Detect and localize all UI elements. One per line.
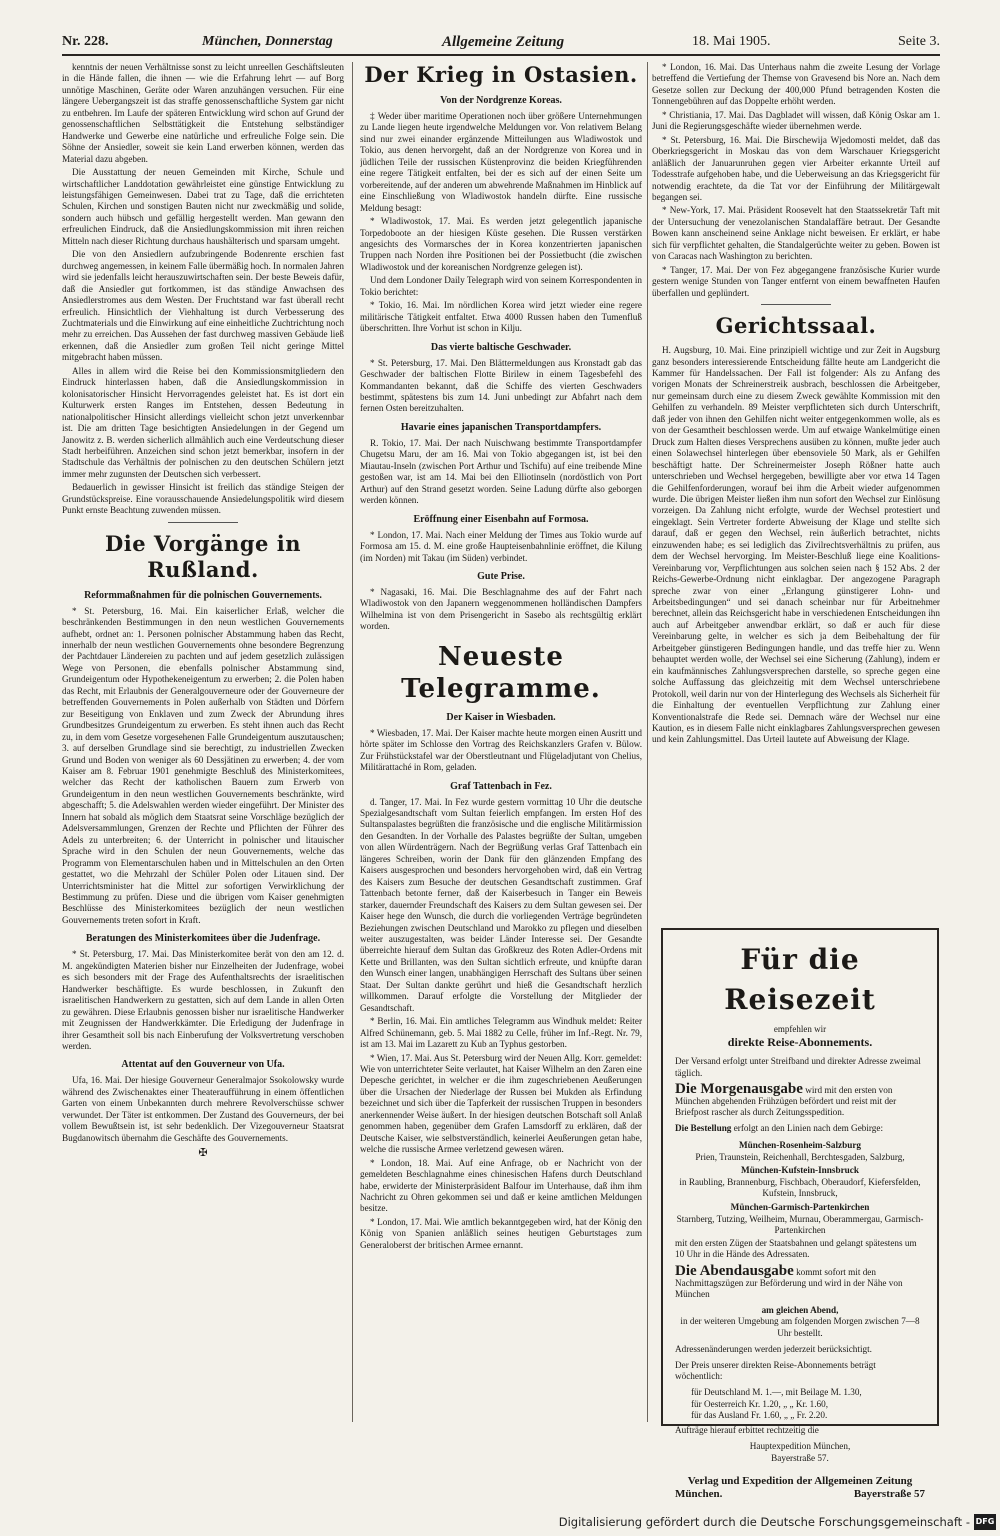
paragraph: ‡ Weder über maritime Operationen noch über größere Unternehmungen zu Lande liegen heute irgendwelche Meldungen vor. Von relativem Belang sind nur zwei einander ergänzende Mitteilungen aus Wladiwostok und Tokio, aus denen hervorgeht, daß an der Nordgrenze von Korea und in jüdlichen Teile der russischen Küstenprovinz die beiden Kriegführenden eine regere Tätigkeit entfalten, bei der es sich auf der einen Seite um vorbereitende, auf der anderen um abwehrende Maßnahmen im Hinblick auf eine Einschließung von Wladiwostok handeln dürfte. Eine russische Meldung besagt: — [360, 111, 642, 213]
subheading: Von der Nordgrenze Koreas. — [440, 95, 562, 106]
column-3 — [652, 62, 940, 922]
price-list — [691, 1387, 925, 1421]
ad-office-address: Bayerstraße 57. — [771, 1452, 829, 1463]
subheading: Das vierte baltische Geschwader. — [430, 341, 572, 353]
price-row: für Oesterreich Kr. 1.20, „ „ Kr. 1.60, — [691, 1398, 829, 1409]
price-row: für das Ausland Fr. 1.60, „ „ Fr. 2.20. — [691, 1409, 828, 1420]
same-evening — [675, 1305, 925, 1316]
ad-publisher-line — [675, 1489, 925, 1500]
paragraph: * London, 16. Mai. Das Unterhaus nahm die zweite Lesung der Vorlage betreffend die Vertiefung der Themse von Gravesend bis Nore an. Nach dem Gesetze sollen zur Deckung der 400,000 Pfund betragenden Kosten die Tonnengebühren auf das Doppelte erhöht werden. — [652, 62, 940, 107]
ad-title: Für die Reisezeit — [724, 943, 876, 1016]
paragraph: Alles in allem wird die Reise bei den Kommissionsmitgliedern den Eindruck hinterlassen haben, daß die Ansiedlungskommission in kolonisatorischer Hinsicht Hervorragendes geleistet hat. Es ist dort ein Kulturwerk ersten Ranges im Entstehen, dessen Bedeutung in nationalpolitischer Hinsicht allerdings vielleicht schon jetzt unverkennbar ist. Die am dritten Tage besichtigten Ansiedelungen in der Gegend um Janowitz z. B. werden sicherlich allmählich auch eine Verdeutschung dieser Stadt herbeiführen. Anzeichen sind schon jetzt bemerkbar, insofern in der Stadtschule das Verhältnis der polnischen zu den deutschen Schülern jetzt immer mehr zugunsten der Deutschen sich verbessert. — [62, 365, 344, 479]
paragraph: * St. Petersburg, 17. Mai. Das Ministerkomitee berät von den am 12. d. M. angekündigten Materien bisher nur Einzelheiten der Judenfrage, wobei es sich besonders mit der Frage des Aufenthaltsrechts der israelitischen Handwerker beschäftigte. Es wurde beschlossen, in Zukunft den israelitischen Handwerkern zu gestatten, sich auf dem Lande in allen Orten zu gewähren. Diese Erlaubnis genossen bisher nur israelitische Handwerker mit Zeugnissen der Handwerkkämter. Die Erledigung der Judenfrage in ihrer Gesamtheit soll bis nach Einberufung der Volksvertretung verschoben werden. — [62, 949, 344, 1051]
ad-orders: Aufträge hierauf erbittet rechtzeitig die — [675, 1425, 819, 1436]
publisher-city: München. — [675, 1487, 723, 1500]
paragraph: d. Tanger, 17. Mai. In Fez wurde gestern vormittag 10 Uhr die deutsche Spezialgesandtschaft vom Sultan feierlich empfangen. Im ersten Hof des Sultanspalastes begrüßten die französische und die englische Militärmission den Gesandten. In der Vorhalle des Palastes begrüßte der Sultan, umgeben von allen Würdenträgern. Nach der Begrüßung verlas Graf Tattenbach ein längeres Schreiben, worin der Dank für den glänzenden Empfang des Kaisers ausgesprochen und besonders hervorgehoben wird, daß ein Vertrag des Kaisers zum Besuche der deutschen Gesandtschaft zustimmen. Graf Tattenbach betonte ferner, daß der Kaiserbesuch in Tanger ein Beweis starker, dauernder Freundschaft des Kaisers zu dem Sultan gewesen sei. Der Kaiser hege den Wunsch, die durch die vorliegenden Verträge begründeten Beziehungen zwischen Deutschland und Marokko zu pflegen und dieselben weiter auszugestalten, was beider Länder Interesse sei. Der Gesandte überreichte hierauf dem Sultan das Großkreuz des Roten Adler-Ordens mit Kette und Brillanten, was den Sultan sichtlich erfreute, und knüpfte daran den Wunsch einer langen, unabhängigen Herrschaft des Sultans über seinen Staat. Der Sultan dankte gerührt und hieß die Gesandtschaft herzlich willkommen. Darauf erfolgte die Vorstellung der Mitglieder der Gesandtschaft. — [360, 796, 642, 1013]
morning-text: wird mit den ersten von München abgehenden Frühzügen befördert und reist mit der Briefpost rascher als durch Zeitungsspedition. — [675, 1084, 897, 1118]
issue-date: 18. Mai 1905. — [692, 34, 771, 49]
ad-recommend: empfehlen wir — [773, 1024, 827, 1034]
dfg-logo-icon: DFG — [974, 1514, 996, 1530]
end-mark: ✠ — [198, 1147, 208, 1160]
route-3: München-Garmisch-Partenkirchen — [730, 1201, 870, 1212]
paragraph: Die von den Ansiedlern aufzubringende Bodenrente erschien fast durchweg angemessen, in keinem Falle übermäßig hoch. In normalen Jahren wird sie jedenfalls leicht herauszuwirtschaften sein. Der beste Beweis dafür, daß die Ansiedler gut fortkommen, ist das ständige Anwachsen des Ansiedlerstromes aus dem Westen. Der Fruchtstand war fast überall recht erfreulich. Hinsichtlich der Viehhaltung ist durch Verbesserung des Zuchtmaterials und die Einwirkung auf eine einheitliche Zuchtrichtung noch mehr zu erreichen. Das Aussehen der fast durchweg massiven Gebäude ließ erkennen, daß die Ansiedler zum großen Teil nicht geringe Mittel mitgebracht haben müssen. — [62, 249, 344, 363]
paragraph: R. Tokio, 17. Mai. Der nach Nuischwang bestimmte Transportdampfer Chugetsu Maru, der am 16. Mai von Tokio abgegangen ist, ist bei den Miautau-Inseln (zwischen Port Arthur und Tschifu) auf eine treibende Mine gestoßen war, ist am 14. Mai bei den Elliotinseln (nordöstlich von Port Arthur) auf den Strand gesetzt worden. Seine Ladung dürfte also geborgen werden können. — [360, 437, 642, 506]
ad-transport: mit den ersten Zügen der Staatsbahnen und gelangt spätestens um 10 Uhr in die Hände des Adressaten. — [675, 1238, 917, 1260]
subheading: Der Kaiser in Wiesbaden. — [446, 711, 556, 723]
paragraph: * St. Petersburg, 16. Mai. Die Birschewija Wjedomosti meldet, daß das Oberkriegsgericht in Moskau das von dem Warschauer Kriegsgericht anläßlich der Januarunruhen gegen vier Arbeiter erkannte Urteil auf Todesstrafe aufgehoben habe, und die Ueberweisung an das Kriegsgericht für notwendig erachtete, da die Tat vor der Einführung der Militärgewalt begangen sei. — [652, 134, 940, 202]
subheading: Havarie eines japanischen Transportdampfers. — [400, 421, 602, 433]
towns-3: Starnberg, Tutzing, Weilheim, Murnau, Oberammergau, Garmisch-Partenkirchen — [676, 1213, 924, 1236]
footer-credit: Digitalisierung gefördert durch die Deutsche Forschungsgemeinschaft - — [558, 1515, 970, 1529]
subheading: Beratungen des Ministerkomitees über die Judenfrage. — [85, 933, 321, 945]
paragraph: Ufa, 16. Mai. Der hiesige Gouverneur Generalmajor Ssokolowsky wurde während des Zwischenaktes einer Theateraufführung in einem öffentlichen Garten von einem Unbekannten durch mehrere Revolverschüsse schwer verwundet. Der Täter ist entkommen. Der Zustand des Gouverneurs, der bei vollem Bewußtsein ist, ist sehr bedenklich. Der Vizegouverneur Staatsrat Bugdanowitsch übernahm die Geschäfte des Gouvernements. — [62, 1075, 344, 1143]
headline-russia: Die Vorgänge in Rußland. — [105, 530, 301, 582]
column-1 — [62, 62, 344, 1422]
subheading: Gute Prise. — [477, 570, 525, 582]
paragraph: * Wiesbaden, 17. Mai. Der Kaiser machte heute morgen einen Ausritt und hörte später im Schlosse den Vortrag des Reichskanzlers Grafen v. Bülow. Zur Frühstückstafel war der Oberstleutnant und Flügeladjutant von Chelius, Militärattaché in Rom, geladen. — [360, 727, 642, 773]
paragraph: * St. Petersburg, 16. Mai. Ein kaiserlicher Erlaß, welcher die beschränkenden Bestimmungen in den neun westlichen Gouvernements aufhebt, ordnet an: 1. Personen polnischer Abstammung haben das Recht, innerhalb der neun westlichen Gouvernements ohne besondere Begrenzung der Pachtdauer Ländereien zu pachten und auf jedem gesetzlich zulässigen Wege von Personen, die ebenfalls polnischer Abstammung sind, Grundeigentum oder Hypothekeneigentum zu erwerben; 2. die Polen haben das Recht, mit Erlaubnis der Generalgouverneure oder der Gouverneure der betreffenden Gouvernements in Polen außerhalb von Städten und Dörfern zur Beseitigung von Enklaven und zum Zweck der Abrundung ihres Grundbesitzes Grundeigentum zu erwerben. Es steht ihnen auch das Recht zu, in dem vom Gesetze vorgesehenen Falle Grundeigentum auszutauschen; 3. auf derselben Grundlage sind sie berechtigt, zu industriellen Zwecken Grund und Boden von weniger als 60 Dessjätinen zu erwerben; 4. der vom Kaiser am 8. Februar 1901 genehmigte Beschluß des Ministerkomitees, welcher das Recht der katholischen Bauern zum Erwerb von Grundeigentum in den neun westlichen Gouvernements beschränkte, wird abgeschafft; 5. die Adelswahlen werden wieder eingeführt. Der Minister des Innern hat sobald als möglich dem Staatsrat seine Vorschläge bezüglich der Adelsversammlungen, Grenzen der Rechte und Pflichten der Führer des Adels zu unterbreiten; 6. der Unterricht in polnischer und litauischer Sprache wird in den Schulen der neun Gouvernements, welche das Programm von Elementarschulen haben und in Mittelschulen an den Orten gestattet, wo die Mehrzahl der Schüler Polen oder Litauen sind. Der Unterrichtsminister hat die Mittel zur sofortigen Verwirklichung der Bestimmung zu prüfen. Diese und die übrigen vom Kaiser genehmigten Beschlüsse des Ministerkomitees bezüglich der neun westlichen Gouvernements treten sofort in Kraft. — [62, 605, 344, 925]
paragraph: * London, 18. Mai. Auf eine Anfrage, ob er Nachricht von der gemeldeten Beschlagnahme eines chinesischen Hafens durch Deutschland habe, erwiderte der Ministerpräsident Balfour im Unterhause, daß ihm ihm Nachricht zu Ohren gekommen sei und daß er keine amtlichen Meldungen besitze. — [360, 1157, 642, 1214]
order-label: Die Bestellung — [675, 1123, 732, 1134]
paragraph: * Wien, 17. Mai. Aus St. Petersburg wird der Neuen Allg. Korr. gemeldet: Wie von unterrichteter Seite verlautet, hat Kaiser Wilhelm an den Zaren eine Depesche gerichtet, in welcher er die ihm zugeschriebenen Aeußerungen über die Ursachen der Niederlage der Russen bei Mukden als Erfindung bezeichnet und sich über die Tapferkeit der russischen Truppen in besonders anerkennender Weise äußert. In der hiesigen deutschen Botschaft soll Anlaß genommen haben, gegenüber dem Grafen Lamsdorff zu erklären, daß der Deutsche Kaiser, wie selbstverständlich, keinerlei Aeußerungen getan habe, welche die russische Armee verletzend gewesen wären. — [360, 1052, 642, 1155]
evening-label: Die Abendausgabe — [675, 1262, 794, 1279]
ad-heading: direkte Reise-Abonnements. — [727, 1035, 873, 1050]
publisher-address: Bayerstraße 57 — [853, 1487, 925, 1500]
column-rule-1 — [352, 62, 353, 1422]
ad-price-intro: Der Preis unserer direkten Reise-Abonnements beträgt wöchentlich: — [675, 1360, 876, 1382]
paragraph: Die Ausstattung der neuen Gemeinden mit Kirche, Schule und wirtschaftlicher Landdotation gewährleistet eine günstige Entwicklung zu leistungsfähigen Gemeinwesen. Dabei trat zu Tage, daß die errichteten Schulen, Kirchen und sonstigen Bauten nicht nur zweckmäßig und solide, sondern auch hübsch und gefällig hergestellt werden. Man gewann den erfreulichen Eindruck, daß die Ansiedlungskommission mit ihren reichen Mitteln nach dieser Richtung durchaus haushälterisch und sparsam umgeht. — [62, 167, 344, 246]
headline-court: Gerichtssaal. — [715, 313, 877, 339]
price-row: für Deutschland M. 1.—, mit Beilage M. 1.30, — [691, 1387, 862, 1398]
paragraph: * Tokio, 16. Mai. Im nördlichen Korea wird jetzt wieder eine regere militärische Tätigkeit entfaltet. Etwa 4000 Russen haben den Tumenfluß überschritten. Ihre Vorhut ist schon in Kilju. — [360, 300, 642, 334]
ad-office: Hauptexpedition München, — [749, 1441, 851, 1452]
column-2 — [360, 62, 642, 1422]
evening-text: kommt sofort mit den Nachmittagszügen zur Beförderung und wird in der Nähe von München — [675, 1266, 903, 1300]
masthead — [62, 28, 940, 56]
paragraph: Bedauerlich in gewisser Hinsicht ist freilich das ständige Steigen der Grundstückspreise. Eine vorausschauende Ansiedelungspolitik wird diesem Punkt ernste Beachtung zuwenden müssen. — [62, 482, 344, 516]
paragraph: * Christiania, 17. Mai. Das Dagbladet will wissen, daß König Oskar am 1. Juni die Regierungsgeschäfte wieder übernehmen werde. — [652, 109, 940, 132]
paragraph: Und dem Londoner Daily Telegraph wird von seinem Korrespondenten in Tokio berichtet: — [360, 275, 642, 297]
paragraph: kenntnis der neuen Verhältnisse sonst zu leicht unreellen Geschäftsleuten in die Hände fallen, die ihnen — wie die Erfahrung lehrt — auf Borg unnötige Maschinen, Geräte oder Waren anzuhängen versuchen. Für eine längere Uebergangszeit ist das straffe genossenschaftliche System gar nicht zu entbehren. Im Laufe der späteren Entwicklung wird schon auf Grund der genossenschaftlichen Selbsttätigkeit die Entstehung selbständiger Handwerke und Gewerbe eine natürliche und erfreuliche Folge sein. Die Söhne der Ansiedler, soweit sie kein Land erwerben können, werden das Material dazu abgeben. — [62, 62, 344, 164]
morning-label: Die Morgenausgabe — [675, 1080, 803, 1097]
ad-evening-edition — [675, 1262, 925, 1301]
subheading: Attentat auf den Gouverneur von Ufa. — [121, 1059, 285, 1071]
paragraph: * Wladiwostok, 17. Mai. Es werden jetzt gelegentlich japanische Torpedoboote an der hiesigen Küste gesehen. Die Russen verstärken angesichts des Vormarsches der in Korea konzentrierten japanischen Truppen nach Norden ihre Positionen bei der Possietbucht (die zwischen Wladiwostok und der koreanischen Nordgrenze gelegen ist). — [360, 216, 642, 272]
same-evening-text: am gleichen Abend, — [761, 1305, 839, 1316]
subheading: Eröffnung einer Eisenbahn auf Formosa. — [413, 513, 589, 525]
section-divider — [761, 304, 831, 305]
page-number: Seite 3. — [898, 34, 940, 49]
ad-order — [675, 1123, 925, 1134]
column-rule-2 — [647, 62, 648, 1422]
ad-shipping: Der Versand erfolgt unter Streifband und direkter Adresse zweimal täglich. — [675, 1056, 921, 1078]
towns-2: in Raubling, Brannenburg, Fischbach, Oberaudorf, Kiefersfelden, Kufstein, Innsbruck, — [679, 1177, 921, 1199]
digitization-footer — [0, 1512, 1000, 1536]
route-1: München-Rosenheim-Salzburg — [739, 1139, 861, 1150]
order-text: erfolgt an den Linien nach dem Gebirge: — [733, 1123, 884, 1134]
ad-publisher: Verlag und Expedition der Allgemeinen Zeitung — [687, 1474, 913, 1487]
paragraph: * London, 17. Mai. Nach einer Meldung der Times aus Tokio wurde auf Formosa am 15. d. M. eine große Haupteisenbahnlinie eröffnet, die Kilung (im Norden) mit Takau (im Süden) verbindet. — [360, 529, 642, 563]
paragraph: H. Augsburg, 10. Mai. Eine prinzipiell wichtige und zur Zeit in Augsburg ganz besonders interessierende Entscheidung fällte heute am Landgericht die Kammer für Handelssachen. Der Fall ist folgender: Als zu Anfang des vorigen Monats der Schreinerstreik ausbrach, beschlossen die Arbeitgeber, nur gemeinsam durch eine zu diesem Zweck gewählte Kommission mit den Gehilfen zu verhandeln. 89 Meister verpflichteten sich durch Unterschrift, daß jeder von ihnen den Gehilfen nicht weiter entgegenkommen wolle, als es von der Gesamtheit beschlossen werde. Um auf etwaige Wankelmütige einen Druck zum Halten dieses Versprechens ausüben zu können, mußte jeder auch einen Solawechsel hinterlegen über ebensoviele 50 Mark, als er Gehilfen beschäftigt hatte. Der Schreinermeister Joseph Rößner hatte auch unterschrieben und Wechsel hergegeben, bewilligte aber vor etwa 14 Tagen die Gehilfenforderungen, worauf bei ihm die Arbeit wieder aufgenommen wurde. Die übrigen Meister ließen ihm nun sofort den Wechsel zur Einlösung vorzeigen. Da Zahlung nicht erfolgte, wurde der Wechsel protestiert und eingeklagt. Sein Vertreter forderte Abweisung der Klage und stellte sich darauf, daß er gegen den Wechsel, rein äußerlich betrachtet, nichts einzuwenden habe; es sei lediglich das Zivilrechtsverhältnis zu prüfen, aus dem der Wechsel hervorging. Im Meister-Beschluß liege eine Koalitions-Vereinbarung vor, Verpflichtungen aus solchen seien nach § 152 Abs. 2 der Reichs-Gewerbe-Ordnung nicht einklagbar. Der angezogene Paragraph spreche zwar von einer „Erlangung günstigerer Lohn- und Arbeitsbedingungen“ und sei danach scheinbar nur für Arbeitnehmer berechnet, allein das Reichsgericht habe in verschiedenen Entscheidungen ihn auch auf Arbeitgeber anwendbar erklärt, so daß er auch für diese Vereinbarung gelte, in welcher es sich ja dem Beibehaltung der für Arbeitgeber günstigeren Bedingungen handle, und das treffe hier zu. Wenn behauptet werden wolle, der Wechsel sei eine Sicherung (Zahlung), indem er ein kaufmännisches Zahlungsversprechen darstelle, so spreche gegen eine solche Auffassung das gleichzeitig mit dem Wechsel unterschriebene Protokoll, weil darin nur von der Hinterlegung des Wechsels als Sicherheit für die Einhaltung der eventuellen Verpflichtung zur Zahlung einer Konventionalstrafe die Rede sei. Demnach wäre der Wechsel nur eine Kaution, es in diesem Falle nicht einklagbares Zahlungsversprechen gewesen und kein Zahlungsmittel. Das Urteil lautete auf Abweisung der Klage. — [652, 345, 940, 745]
ad-wider: in der weiteren Umgebung am folgenden Morgen zwischen 7—8 Uhr bestellt. — [680, 1316, 920, 1338]
paper-name: Allgemeine Zeitung — [442, 34, 565, 50]
issue-number: Nr. 228. — [62, 34, 109, 49]
paragraph: * Berlin, 16. Mai. Ein amtliches Telegramm aus Windhuk meldet: Reiter Alfred Schünemann, geb. 5. Mai 1882 zu Celle, früher im Inf.-Regt. Nr. 79, ist am 13. Mai im Lazarett zu Kub an Typhus gestorben. — [360, 1016, 642, 1050]
travel-subscription-ad — [661, 928, 939, 1500]
paragraph: * Nagasaki, 16. Mai. Die Beschlagnahme des auf der Fahrt nach Wladiwostok von den Japanern weggenommenen holländischen Dampfers Wilhelmina ist von dem Prisengericht in Sasebo als rechtsgültig erklärt worden. — [360, 586, 642, 632]
ad-address-change: Adressenänderungen werden jederzeit berücksichtigt. — [675, 1343, 872, 1354]
headline-war: Der Krieg in Ostasien. — [364, 62, 638, 87]
city-day: München, Donnerstag — [202, 34, 333, 49]
paragraph: * St. Petersburg, 17. Mai. Den Blättermeldungen aus Kronstadt gab das Geschwader der baltischen Flotte Birilew in einem Tagesbefehl des Kommandanten bekannt, daß die Schiffe des vierten Geschwaders bestimmt, spätestens bis zum 14. Juni unbedingt zur Abfahrt nach dem fernen Osten bereitzuhalten. — [360, 357, 642, 414]
paragraph: * Tanger, 17. Mai. Der von Fez abgegangene französische Kurier wurde gestern wenige Stunden von Tanger entfernt von einem bewaffneten Haufen überfallen und geplündert. — [652, 264, 940, 298]
route-2: München-Kufstein-Innsbruck — [741, 1165, 859, 1176]
subheading: Reformmaßnahmen für die polnischen Gouvernements. — [84, 589, 322, 601]
headline-telegrams: Neueste Telegramme. — [401, 641, 601, 704]
subheading: Graf Tattenbach in Fez. — [450, 780, 552, 792]
towns-1: Prien, Traunstein, Reichenhall, Berchtesgaden, Salzburg, — [695, 1151, 905, 1162]
section-divider — [168, 522, 238, 523]
ad-morning-edition — [675, 1080, 925, 1119]
paragraph: * London, 17. Mai. Wie amtlich bekanntgegeben wird, hat der König den König von Spanien anläßlich seines heutigen Geburtstages zum Generaloberst der britischen Armee ernannt. — [360, 1216, 642, 1250]
paragraph: * New-York, 17. Mai. Präsident Roosevelt hat den Staatssekretär Taft mit der Untersuchung der venezolanischen Standalaffäre betraut. Der Gesandte Bowen kann anscheinend seine Anklage nicht beweisen. Er erklärt, er habe sich für verpflichtet gehalten, die Standalgerüchte weiter zu geben. Bowen ist von Caracas nach Washington zu berichten. — [652, 205, 940, 262]
